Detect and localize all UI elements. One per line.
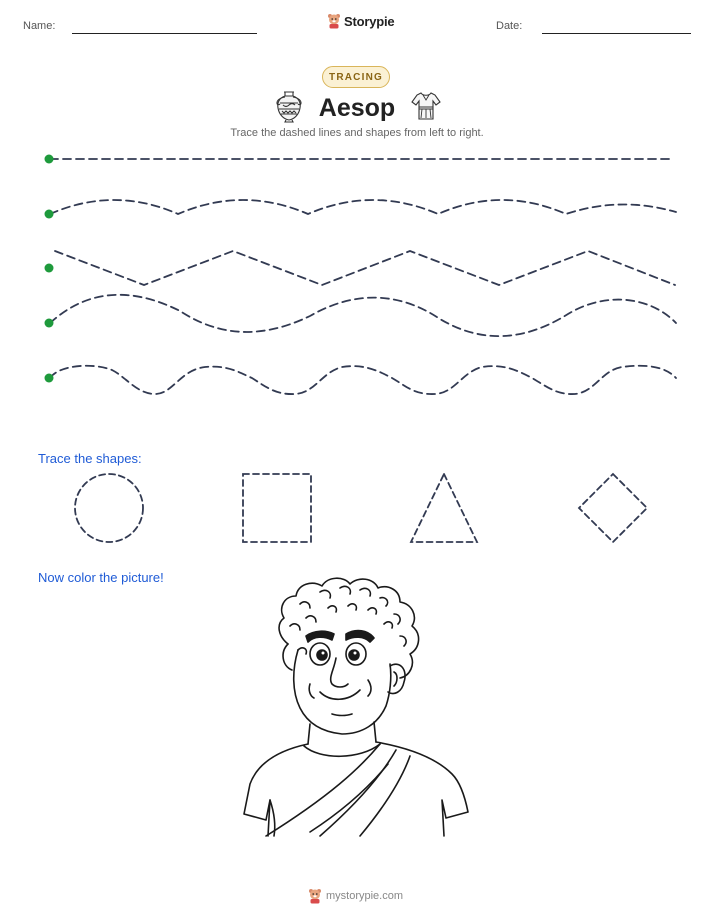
date-label: Date: [496,20,523,32]
tracing-shapes [0,460,714,560]
start-dot [45,319,54,328]
tracing-line-gentle-wave[interactable] [50,200,676,214]
start-dot [45,155,54,164]
bear-mascot-icon [308,888,322,904]
tracing-line-zigzag[interactable] [55,251,675,285]
instructions: Trace the dashed lines and shapes from left to right. [230,127,484,139]
face [294,650,391,734]
tracing-badge: TRACING [322,66,390,88]
tracing-line-bumpy-wave[interactable] [50,366,676,394]
tracing-lines [0,0,714,420]
start-dot [45,374,54,383]
start-dot [45,264,54,273]
tracing-line-wave[interactable] [50,295,676,336]
page-title: Aesop [318,94,396,122]
name-label: Name: [23,20,56,32]
aesop-portrait[interactable] [240,574,472,838]
brand-name: Storypie [344,13,395,29]
color-heading: Now color the picture! [38,570,164,585]
footer-url[interactable]: mystorypie.com [326,890,404,902]
start-dot [45,210,54,219]
shapes-heading: Trace the shapes: [38,451,142,466]
shape-square[interactable] [243,474,311,542]
shape-triangle[interactable] [411,474,477,542]
shape-circle[interactable] [75,474,143,542]
shape-diamond[interactable] [579,474,647,542]
robe [244,744,308,836]
footer [308,888,403,904]
